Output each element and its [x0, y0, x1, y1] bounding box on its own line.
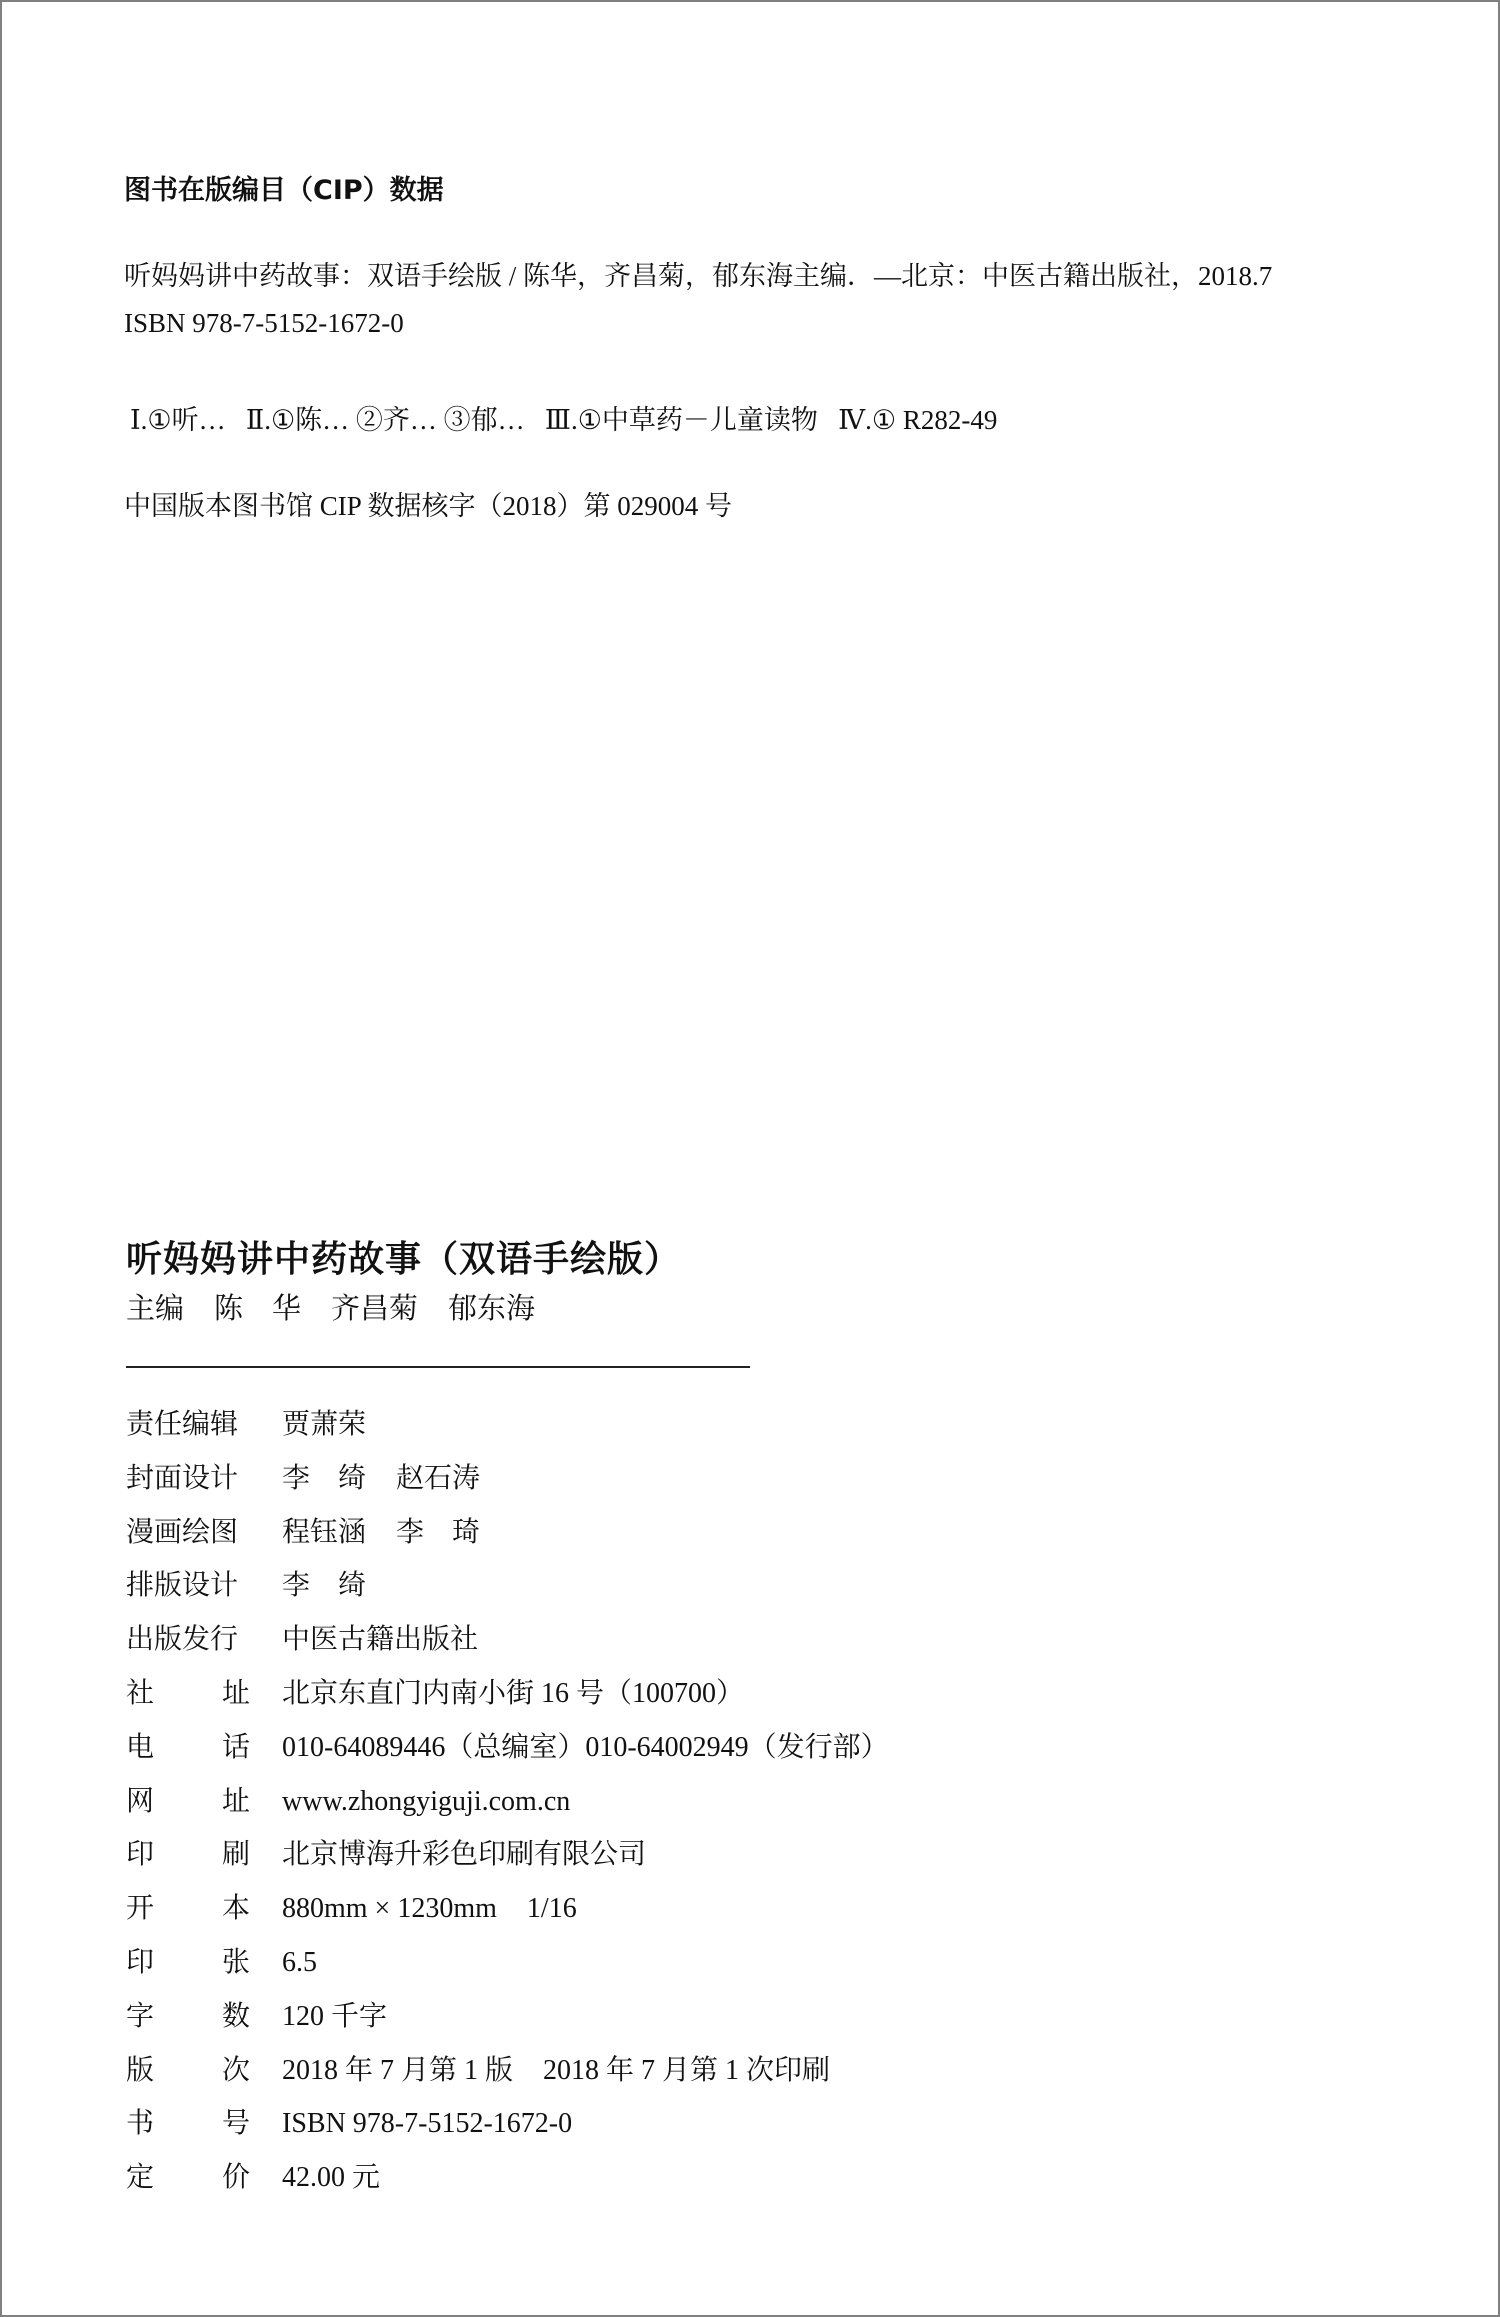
colophon-value-text: 赵石涛: [396, 1462, 481, 1494]
colophon-label: [126, 1779, 250, 1819]
colophon-label-text: 号: [221, 2106, 250, 2140]
colophon-label-text: 话: [221, 1729, 250, 1763]
colophon-value-text: 李 绮: [282, 1462, 367, 1494]
book-title: 听妈妈讲中药故事（双语手绘版）: [126, 1239, 682, 1280]
cip-catalog-entry: 听妈妈讲中药故事：双语手绘版 / 陈华，齐昌菊，郁东海主编．—北京：中医古籍出版社，2018.7: [124, 261, 1273, 291]
colophon-label-text: 址: [221, 1783, 250, 1817]
colophon-label: [126, 1402, 250, 1442]
colophon-label-text: 刷: [221, 1837, 250, 1871]
colophon-value: [282, 1994, 387, 2034]
colophon-value-text: 42.00 元: [282, 2162, 381, 2194]
colophon-row: [126, 1832, 889, 1886]
colophon-value: [282, 1786, 570, 1818]
colophon-label-text: 排版设计: [126, 1568, 239, 1602]
colophon-row: [126, 1725, 889, 1779]
colophon-label-text: 漫画绘图: [126, 1514, 239, 1548]
colophon-label: [126, 2155, 250, 2195]
editors-label: 主编: [126, 1291, 185, 1325]
colophon-label-text: 网: [126, 1783, 155, 1817]
colophon-value-text: 1/16: [526, 1893, 577, 1925]
colophon-label-text: 开: [126, 1891, 155, 1925]
colophon-row: [126, 1671, 889, 1725]
colophon-value-text: ISBN 978-7-5152-1672-0: [282, 2108, 573, 2140]
colophon-value-text: 120 千字: [282, 2000, 388, 2032]
colophon-table: [126, 1402, 889, 2209]
colophon-value: [282, 2048, 830, 2088]
separator-line: [126, 1366, 750, 1368]
colophon-label: [126, 1994, 250, 2034]
colophon-value: [282, 1402, 366, 1442]
colophon-label-text: 址: [221, 1675, 250, 1709]
colophon-value: [282, 1671, 744, 1711]
colophon-label-text: 版: [126, 2052, 155, 2086]
colophon-label-text: 印: [126, 1837, 155, 1871]
colophon-value: [282, 2155, 380, 2195]
colophon-label-text: 本: [221, 1891, 250, 1925]
colophon-row: [126, 1994, 889, 2048]
colophon-label: [126, 1563, 250, 1603]
colophon-row: [126, 1402, 889, 1456]
colophon-label-text: 出版发行: [126, 1622, 239, 1656]
colophon-label: [126, 1886, 250, 1926]
colophon-value-text: 北京博海升彩色印刷有限公司: [282, 1839, 647, 1871]
colophon-label: [126, 1725, 250, 1765]
colophon-label-text: 价: [221, 2160, 250, 2194]
colophon-value: [282, 1947, 317, 1979]
colophon-value: [282, 1832, 646, 1872]
colophon-value: [282, 1725, 889, 1765]
colophon-value-text: 2018 年 7 月第 1 版: [282, 2054, 514, 2086]
cip-classification: Ⅰ.①听… Ⅱ.①陈… ②齐… ③郁… Ⅲ.①中草药－儿童读物 Ⅳ.① R282-49: [130, 405, 998, 435]
colophon-label-text: 数: [221, 1998, 250, 2032]
cip-verification-number: 中国版本图书馆 CIP 数据核字（2018）第 029004 号: [124, 491, 733, 521]
colophon-label: [126, 2101, 250, 2141]
colophon-label-text: 电: [126, 1729, 155, 1763]
colophon-label: [126, 1510, 250, 1550]
colophon-row: [126, 1563, 889, 1617]
colophon-row: [126, 2155, 889, 2209]
colophon-label-text: 印: [126, 1944, 155, 1978]
colophon-label-text: 社: [126, 1675, 155, 1709]
colophon-row: [126, 2101, 889, 2155]
colophon-value-text: 贾萧荣: [282, 1409, 367, 1440]
colophon-label-text: 定: [126, 2160, 155, 2194]
colophon-label: [126, 1671, 250, 1711]
colophon-value: [282, 1893, 577, 1925]
colophon-value: [282, 1456, 480, 1496]
colophon-label: [126, 2048, 250, 2088]
colophon-row: [126, 2048, 889, 2102]
book-title-block: [126, 1239, 682, 1325]
colophon-label-text: 书: [126, 2106, 155, 2140]
colophon-value-text: 880mm × 1230mm: [282, 1893, 497, 1925]
colophon-value: [282, 1563, 366, 1603]
colophon-value-text: 李 绮: [282, 1570, 367, 1602]
cip-isbn: ISBN 978-7-5152-1672-0: [124, 308, 404, 338]
colophon-value-text: 2018 年 7 月第 1 次印刷: [543, 2054, 831, 2086]
editor-name: 郁东海: [448, 1291, 536, 1325]
colophon-value-text: 北京东直门内南小街 16 号（100700）: [282, 1677, 745, 1709]
colophon-label-text: 封面设计: [126, 1460, 239, 1494]
colophon-label: [126, 1617, 250, 1657]
colophon-value: [282, 1617, 478, 1657]
colophon-row: [126, 1456, 889, 1510]
colophon-row: [126, 1886, 889, 1940]
colophon-row: [126, 1617, 889, 1671]
colophon-label: [126, 1832, 250, 1872]
colophon-value-text: 6.5: [282, 1946, 317, 1978]
colophon-value-text: 李 琦: [396, 1516, 481, 1548]
editors-line: [126, 1291, 681, 1325]
colophon-row: [126, 1510, 889, 1564]
colophon-value-text: 010-64089446（总编室）010-64002949（发行部）: [282, 1731, 889, 1763]
colophon-label: [126, 1940, 250, 1980]
colophon-row: [126, 1940, 889, 1994]
colophon-value: [282, 1510, 480, 1550]
editor-name: 齐昌菊: [331, 1291, 419, 1325]
colophon-value-text: 程钰涵: [282, 1516, 367, 1548]
colophon-label-text: 张: [221, 1944, 250, 1978]
colophon-label-text: 字: [126, 1998, 155, 2032]
colophon-label: [126, 1456, 250, 1496]
colophon-label-text: 次: [221, 2052, 250, 2086]
editor-name: 陈 华: [214, 1291, 302, 1325]
cip-heading: 图书在版编目（CIP）数据: [124, 175, 444, 206]
colophon-label-text: 责任编辑: [126, 1407, 239, 1440]
colophon-value-text: www.zhongyiguji.com.cn: [282, 1785, 571, 1817]
colophon-value: [282, 2108, 572, 2140]
colophon-row: [126, 1779, 889, 1833]
colophon-value-text: 中医古籍出版社: [282, 1624, 479, 1656]
